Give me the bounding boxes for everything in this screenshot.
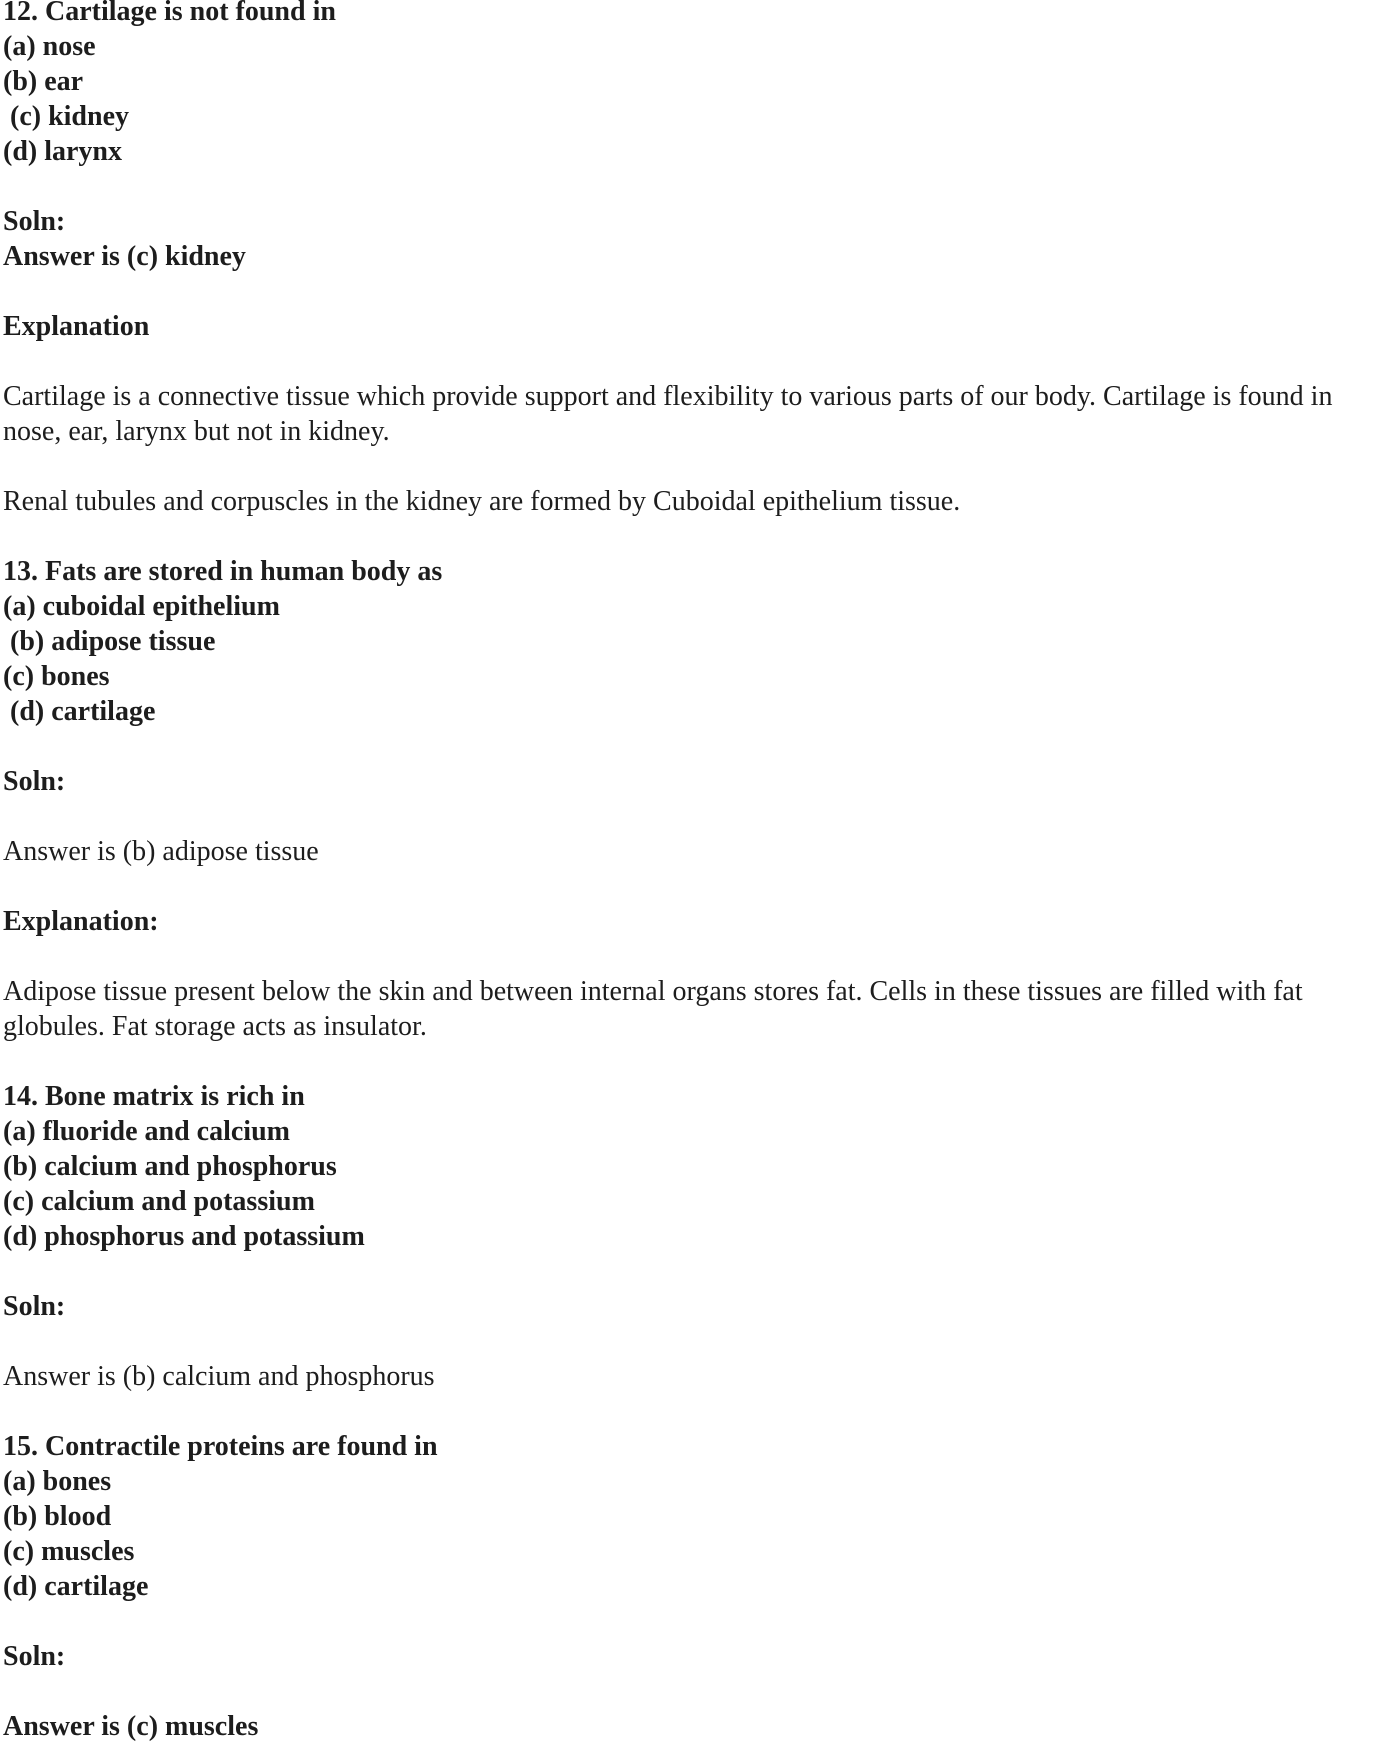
question-15-answer [3,1709,1373,1744]
option-d: (d) larynx [3,136,122,167]
option-a: (a) bones [3,1466,112,1497]
question-12-explanation-paragraph-1 [3,379,1373,449]
question-13-explanation-paragraph-1 [3,974,1373,1044]
question-13-answer [3,834,1373,869]
option-b: (b) calcium and phosphorus [3,1151,337,1182]
question-15 [3,1429,1373,1604]
explanation-paragraph: Cartilage is a connective tissue which provide support and flexibility to various parts of our body. Cartilage is found in nose, ear, larynx but not in kidney. [3,381,1340,447]
question-title: 13. Fats are stored in human body as [3,556,443,587]
question-14-answer [3,1359,1373,1394]
question-13-soln [3,764,1373,799]
question-12 [3,0,1373,169]
option-a: (a) fluoride and calcium [3,1116,290,1147]
soln-label: Soln: [3,766,66,797]
option-d: (d) cartilage [3,696,156,727]
answer-text: Answer is (b) calcium and phosphorus [3,1361,435,1392]
option-b: (b) adipose tissue [3,626,216,657]
option-b: (b) ear [3,66,84,97]
question-13-explanation-heading [3,904,1373,939]
option-d: (d) phosphorus and potassium [3,1221,365,1252]
question-title: 15. Contractile proteins are found in [3,1431,438,1462]
question-12-solution [3,204,1373,274]
soln-label: Soln: [3,1291,66,1322]
option-c: (c) calcium and potassium [3,1186,315,1217]
answer-text: Answer is (b) adipose tissue [3,836,319,867]
question-title: 14. Bone matrix is rich in [3,1081,305,1112]
answer-text: Answer is (c) muscles [3,1711,259,1742]
explanation-heading: Explanation [3,311,150,342]
question-14 [3,1079,1373,1254]
option-a: (a) cuboidal epithelium [3,591,280,622]
question-15-soln [3,1639,1373,1674]
option-c: (c) kidney [3,101,129,132]
explanation-paragraph: Renal tubules and corpuscles in the kidney are formed by Cuboidal epithelium tissue. [3,486,961,517]
option-d: (d) cartilage [3,1571,149,1602]
option-c: (c) bones [3,661,110,692]
question-14-soln [3,1289,1373,1324]
question-13 [3,554,1373,729]
explanation-paragraph: Adipose tissue present below the skin and between internal organs stores fat. Cells in these tissues are filled with fat globules. Fat storage acts as insulator. [3,976,1310,1042]
option-a: (a) nose [3,31,96,62]
option-c: (c) muscles [3,1536,135,1567]
question-title: 12. Cartilage is not found in [3,0,336,27]
question-12-explanation-heading [3,309,1373,344]
explanation-heading: Explanation: [3,906,159,937]
question-12-explanation-paragraph-2 [3,484,1373,519]
option-b: (b) blood [3,1501,112,1532]
answer-text: Answer is (c) kidney [3,241,246,272]
soln-label: Soln: [3,1641,66,1672]
soln-label: Soln: [3,206,66,237]
